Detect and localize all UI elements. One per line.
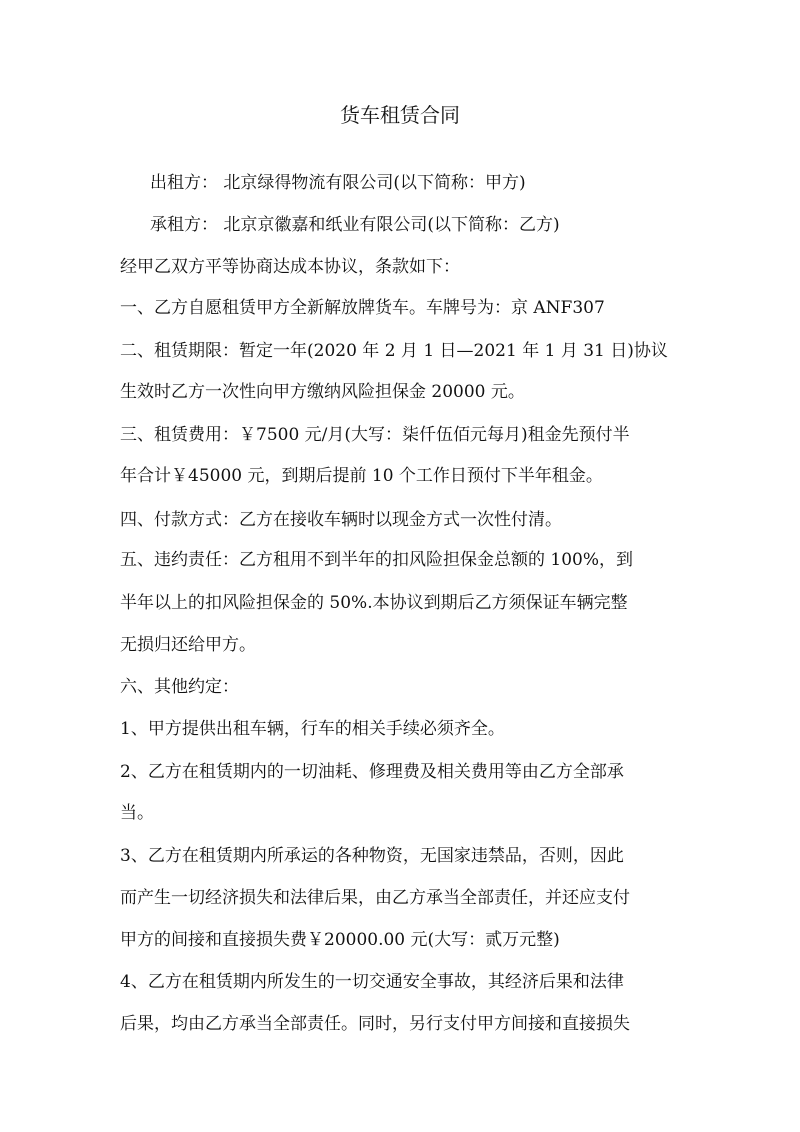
clause-1: 一、乙方自愿租赁甲方全新解放牌货车。车牌号为：京 ANF307 [120,298,605,318]
subclause-3-line-1: 3、乙方在租赁期内所承运的各种物资，无国家违禁品，否则，因此 [120,846,624,866]
subclause-4-line-2: 后果，均由乙方承当全部责任。同时，另行支付甲方间接和直接损失 [120,1014,630,1034]
agreement-intro: 经甲乙双方平等协商达成本协议，条款如下： [120,257,460,277]
subclause-4-line-1: 4、乙方在租赁期内所发生的一切交通安全事故，其经济后果和法律 [120,972,624,992]
lessor-line: 出租方： 北京绿得物流有限公司(以下简称：甲方) [150,173,526,193]
clause-2-line-1: 二、租赁期限：暂定一年(2020 年 2 月 1 日—2021 年 1 月 31 日)协议 [120,341,668,361]
clause-3-line-2: 年合计￥45000 元，到期后提前 10 个工作日预付下半年租金。 [120,466,603,486]
clause-5-line-2: 半年以上的扣风险担保金的 50%.本协议到期后乙方须保证车辆完整 [120,593,628,613]
document-title: 货车租赁合同 [340,103,460,127]
subclause-3-line-3: 甲方的间接和直接损失费￥20000.00 元(大写：贰万元整) [120,930,560,950]
subclause-1: 1、甲方提供出租车辆，行车的相关手续必须齐全。 [120,719,505,739]
lessee-line: 承租方： 北京京徽嘉和纸业有限公司(以下简称：乙方) [150,215,560,235]
clause-5-line-3: 无损归还给甲方。 [120,635,256,655]
subclause-2-line-2: 当。 [120,803,154,823]
subclause-2-line-1: 2、乙方在租赁期内的一切油耗、修理费及相关费用等由乙方全部承 [120,762,624,782]
clause-3-line-1: 三、租赁费用：￥7500 元/月(大写：柒仟伍佰元每月)租金先预付半 [120,425,630,445]
clause-2-line-2: 生效时乙方一次性向甲方缴纳风险担保金 20000 元。 [120,382,525,402]
clause-6-heading: 六、其他约定： [120,677,239,697]
subclause-3-line-2: 而产生一切经济损失和法律后果，由乙方承当全部责任，并还应支付 [120,888,630,908]
clause-4: 四、付款方式：乙方在接收车辆时以现金方式一次性付清。 [120,510,562,530]
clause-5-line-1: 五、违约责任：乙方租用不到半年的扣风险担保金总额的 100%，到 [120,550,634,570]
